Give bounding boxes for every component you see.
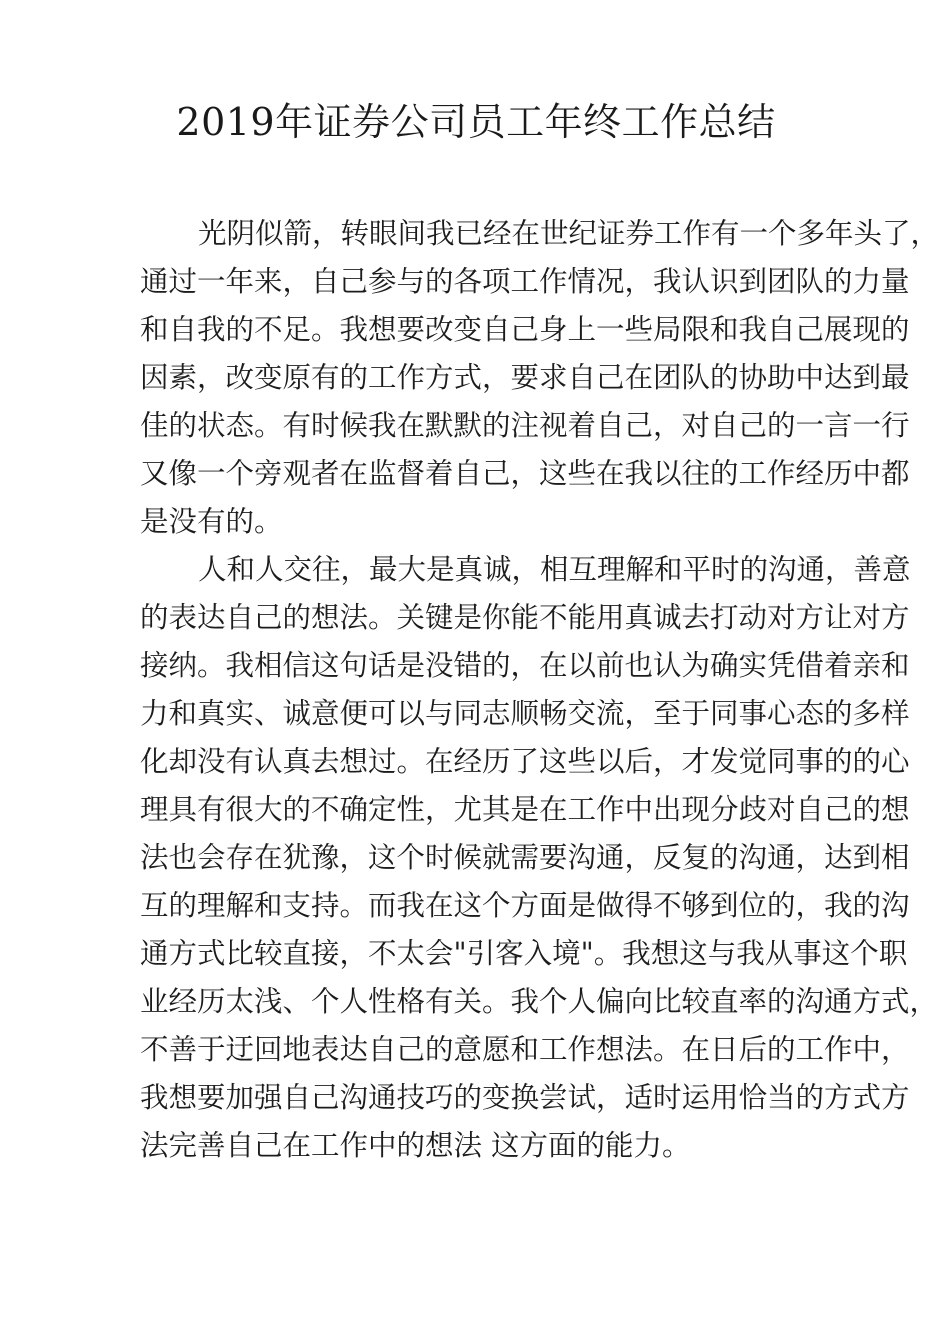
text-line [140,1026,910,1074]
text-line-head: 我想要加强自己沟通技巧的变 [140,1081,511,1114]
text-line-head: 接纳。我相信这句话是没错的，在以前也认为确实凭借 [140,649,825,682]
text-line [140,930,908,978]
text-line-head: 化却没有认真去想过。在经历了这些以后，才发觉 [140,745,768,778]
text-line-tail: 的工作经历中都 [710,457,910,490]
text-line-head: 的表达自己的想法。关键是你能不能用真诚去打动对方让 [140,601,853,634]
text-line [140,402,910,450]
text-line [140,786,910,834]
text-line-tail: 态的多样 [795,697,910,730]
text-line-head: 力和真实、诚意便可以与同志顺畅交流，至于同事心 [140,697,796,730]
text-line [140,450,910,498]
text-line-tail: 歧对自己的想 [738,793,910,826]
text-line [140,978,939,1026]
text-line [140,210,940,258]
text-line [140,690,910,738]
text-line [140,354,910,402]
text-line-head: 光阴似箭，转眼间我已经在世纪证券工作有一个多年头 [198,217,883,250]
text-line-tail: 对方 [852,601,910,634]
text-line-head: 因素，改变原有的工作方式，要求自己在团队的协 [140,361,768,394]
text-line-tail: 着亲和 [824,649,910,682]
text-line-tail: 的力量 [824,265,910,298]
text-line [140,594,910,642]
text-line [140,306,910,354]
text-line-head: 又像一个旁观者在监督着自己，这些在我以往 [140,457,711,490]
text-line-head: 法也会存在犹豫，这个时候就需要沟通，反复 [140,841,711,874]
text-line [140,1074,910,1122]
page-title: 2019年证券公司员工年终工作总结 [176,100,776,144]
text-line-tail: 的沟通，达到相 [710,841,910,874]
text-line-head: 业经历太浅、个人性格有关。我个人 [140,985,597,1018]
text-line: 法完善自己在工作中的想法 这方面的能力。 [140,1129,691,1162]
text-line-head: 不善于迂回地表达自己的意愿和 [140,1033,540,1066]
paragraphs-container [140,210,940,1170]
text-line-head: 人和人交往，最大是真诚，相互理解和平时的沟通，善 [198,553,883,586]
text-line-head: 理具有很大的不确定性，尤其是在工作中出现分 [140,793,739,826]
text-line-tail: 意 [882,553,911,586]
paragraph [140,546,939,1170]
text-line [140,258,910,306]
text-line-head: 佳的状态。有时候我在默默的注视着自己，对自 [140,409,739,442]
text-line-tail: 够到位的，我的沟 [681,889,910,922]
text-line-tail: 己的一言一行 [738,409,910,442]
text-line-tail: 了， [882,217,940,250]
text-line: 是没有的。 [140,505,283,538]
text-line-head: 通方式比较直接，不太会"引客入境"。 [140,937,623,970]
text-line [140,738,910,786]
text-line [140,882,910,930]
paragraph [140,210,940,546]
text-line-head: 通过一年来，自己参与的各项工作情况，我认识到团队 [140,265,825,298]
text-line [140,546,911,594]
text-line-tail: 我想这与我从事这个职 [622,937,908,970]
text-line [140,834,910,882]
document-body [140,96,940,1170]
text-line-tail: 助中达到最 [767,361,910,394]
text-line-head: 互的理解和支持。而我在这个方面是做得不 [140,889,682,922]
text-line [140,642,910,690]
text-line-tail: 工作想法。在日后的工作中， [539,1033,910,1066]
text-line-tail: 同事的的心 [767,745,910,778]
text-line-tail: 偏向比较直率的沟通方式， [596,985,939,1018]
text-line-tail: 换尝试，适时运用恰当的方式方 [510,1081,910,1114]
text-line-tail: 己展现的 [795,313,910,346]
text-line-head: 和自我的不足。我想要改变自己身上一些局限和我自 [140,313,796,346]
title-spacer [140,148,812,210]
